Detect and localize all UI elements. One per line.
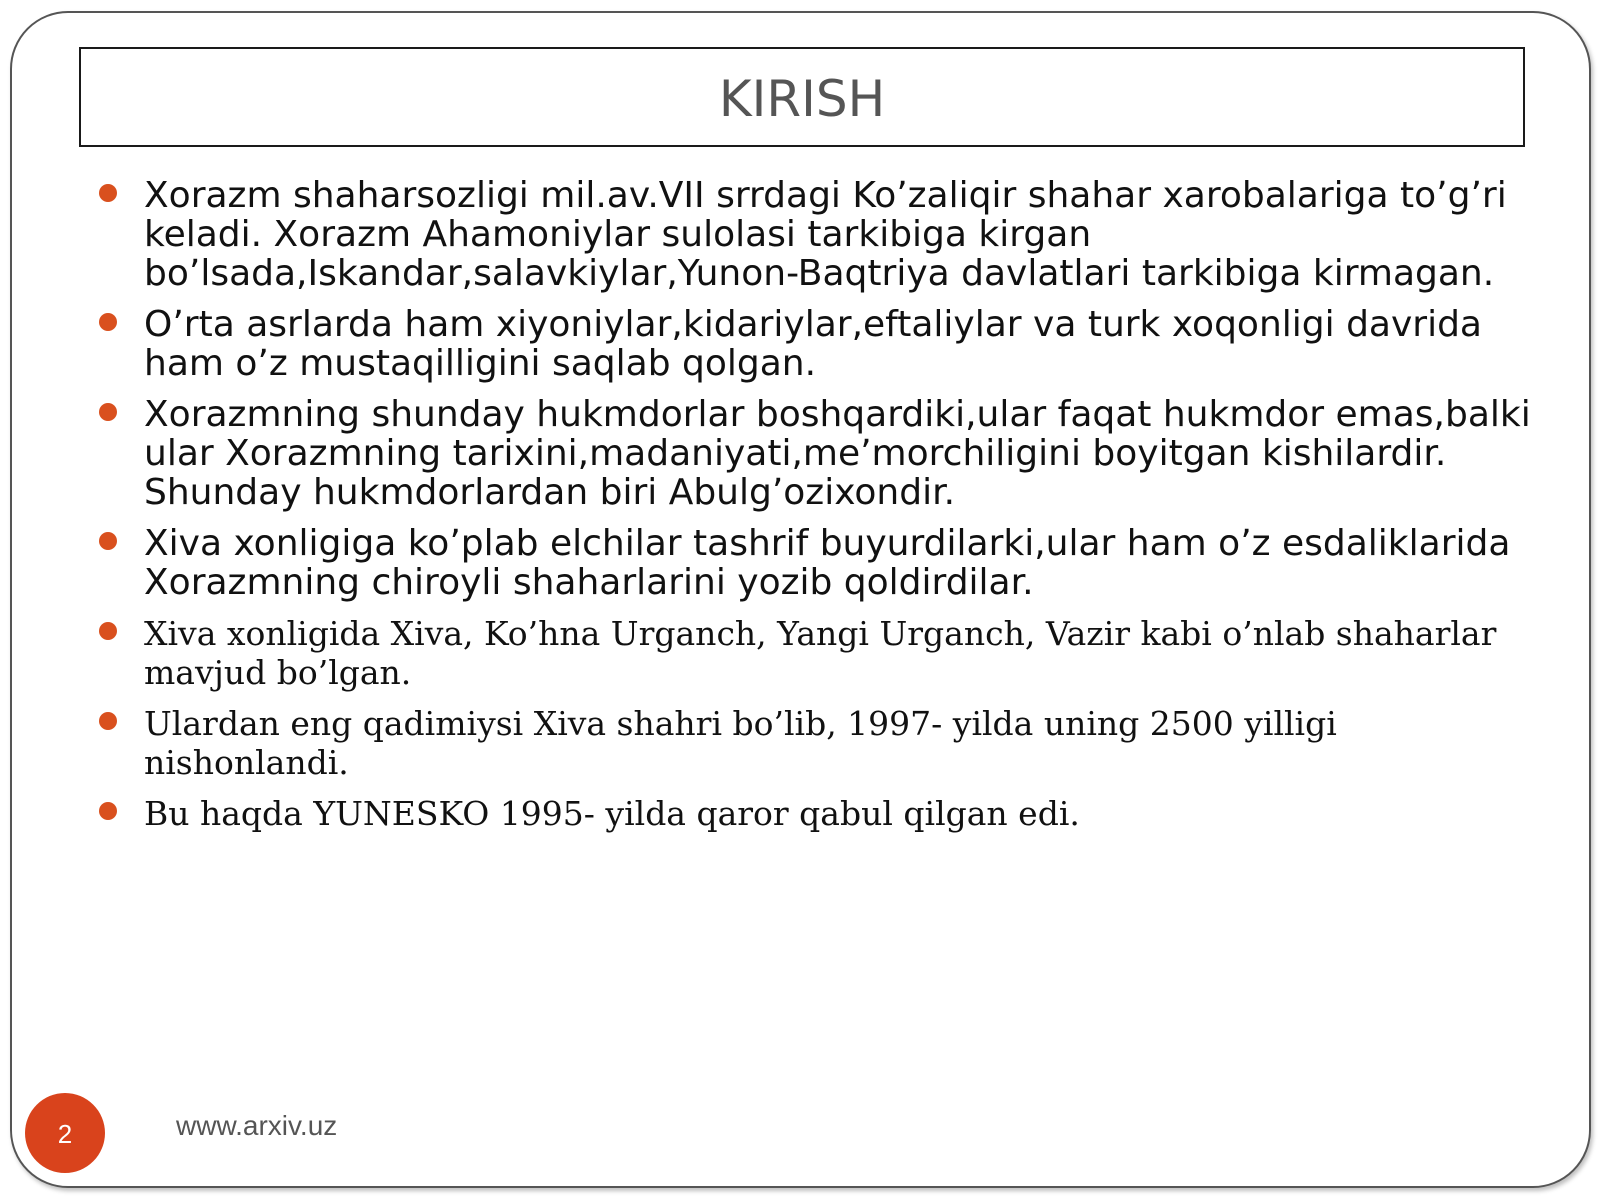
bullet-text: Ulardan eng qadimiysi Xiva shahri bo’lib, 1997- yilda uning 2500 yilligi nishonlandi.: [144, 704, 1337, 782]
bullet-dot-icon: [99, 712, 117, 730]
bullet-dot-icon: [99, 802, 117, 820]
bullet-dot-icon: [99, 184, 117, 202]
bullet-text: Xiva xonligiga ko’plab elchilar tashrif buyurdilarki,ular ham o’z esdaliklarida Xorazmning chiroyli shaharlarini yozib qoldirdilar.: [144, 523, 1511, 603]
bullet-text: Bu haqda YUNESKO 1995- yilda qaror qabul qilgan edi.: [144, 794, 1080, 833]
bullet-dot-icon: [99, 532, 117, 550]
page-number: 2: [57, 1118, 73, 1149]
slide-title: KIRISH: [718, 70, 886, 128]
bullet-list: [96, 176, 1536, 845]
bullet-item: [96, 305, 1536, 383]
bullet-dot-icon: [99, 622, 117, 640]
bullet-text: Xorazmning shunday hukmdorlar boshqardiki,ular faqat hukmdor emas,balki ular Xorazmning tarixini,madaniyati,me’morchiligini boyitgan kishilardir. Shunday hukmdorlardan biri Abulg’ozixondir.: [144, 394, 1531, 513]
bullet-item: [96, 794, 1536, 833]
page-number-badge: [25, 1093, 105, 1173]
bullet-text: O’rta asrlarda ham xiyoniylar,kidariylar,eftaliylar va turk xoqonligi davrida ham o’z mustaqilligini saqlab qolgan.: [144, 304, 1482, 384]
bullet-text: Xorazm shaharsozligi mil.av.VII srrdagi Ko’zaliqir shahar xarobalariga to’g’ri keladi. Xorazm Ahamoniylar sulolasi tarkibiga kirgan bo’lsada,Iskandar,salavkiylar,Yunon-Baqtriya davlatlari tarkibiga kirmagan.: [144, 175, 1507, 294]
footer-url: www.arxiv.uz: [176, 1110, 338, 1141]
bullet-text: Xiva xonligida Xiva, Ko’hna Urganch, Yangi Urganch, Vazir kabi o’nlab shaharlar mavjud bo’lgan.: [144, 614, 1497, 692]
bullet-dot-icon: [99, 403, 117, 421]
bullet-item: [96, 176, 1536, 293]
bullet-item: [96, 395, 1536, 512]
bullet-item: [96, 704, 1536, 782]
bullet-dot-icon: [99, 313, 117, 331]
bullet-item: [96, 524, 1536, 602]
title-box: [79, 47, 1525, 147]
bullet-item: [96, 614, 1536, 692]
